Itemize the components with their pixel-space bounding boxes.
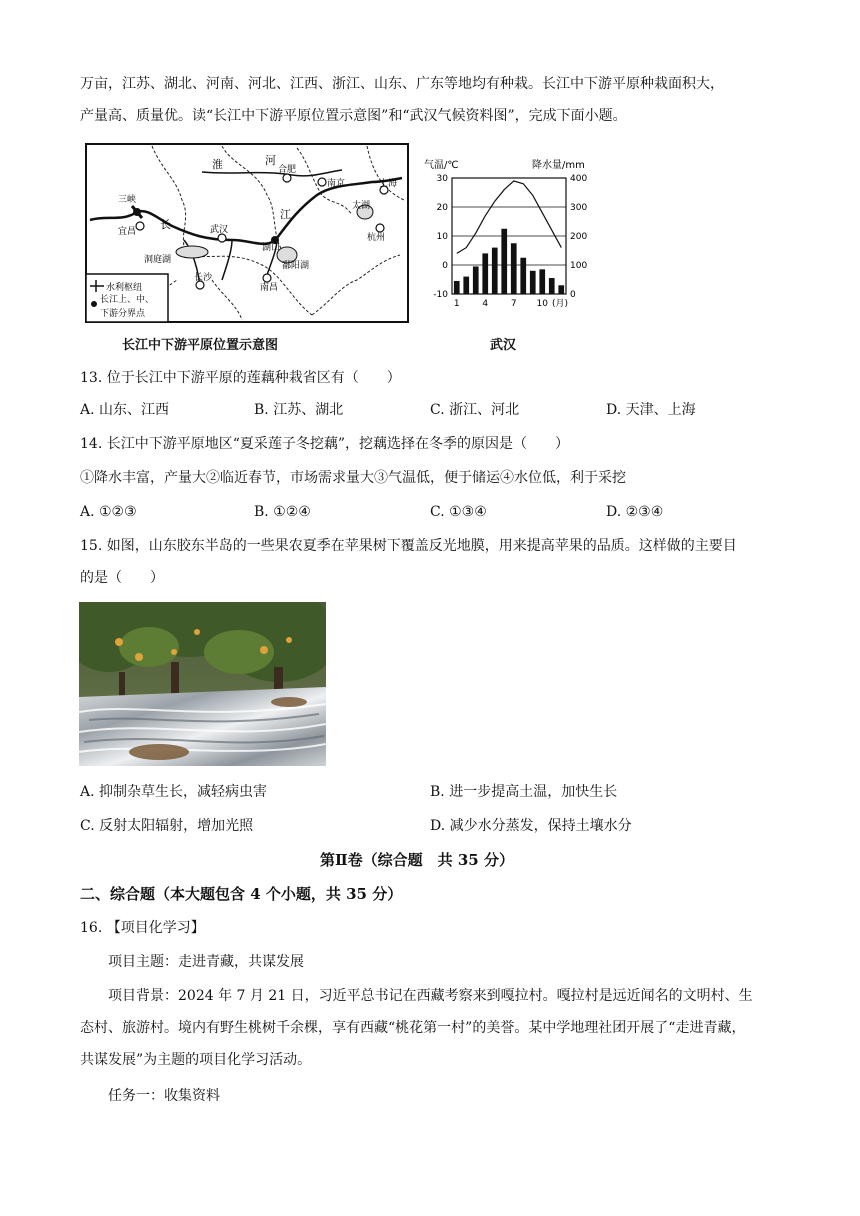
precip-bar xyxy=(473,266,479,294)
section-heading: 二、综合题（本大题包含 4 个小题，共 35 分） xyxy=(80,885,403,903)
map-label-hangzhou: 杭州 xyxy=(367,233,386,243)
map-label-hukou: 湖口 xyxy=(262,243,281,253)
yangtze-map xyxy=(82,140,412,326)
q16-task-1: 任务一：收集资料 xyxy=(108,1088,220,1104)
temp-tick-label: 30 xyxy=(436,174,448,184)
map-caption: 长江中下游平原位置示意图 xyxy=(122,338,279,353)
map-label-poyang: 鄱阳湖 xyxy=(282,261,310,271)
wuhan-climate-chart xyxy=(420,152,600,316)
precip-tick-label: 100 xyxy=(570,261,588,271)
precip-bar xyxy=(549,278,555,294)
map-label-he: 河 xyxy=(265,154,276,167)
climate-caption: 武汉 xyxy=(490,338,517,353)
precip-tick-label: 300 xyxy=(570,203,588,213)
month-tick-label: 10 xyxy=(536,299,548,309)
month-unit-label: (月) xyxy=(551,299,569,309)
precip-bar xyxy=(539,269,545,294)
q14-option-d[interactable]: D. ②③④ xyxy=(606,504,664,520)
q13-option-b[interactable]: B. 江苏、湖北 xyxy=(254,402,344,418)
map-label-changsha: 长沙 xyxy=(194,273,213,283)
map-label-nanchang: 南昌 xyxy=(260,283,279,293)
temp-axis-label: 气温/℃ xyxy=(424,160,459,171)
map-label-jiang: 江 xyxy=(280,208,291,221)
precip-tick-label: 200 xyxy=(570,232,588,242)
q16-background-1: 项目背景：2024 年 7 月 21 日，习近平总书记在西藏考察来到嘎拉村。嘎拉村是远近闻名的文明村、生 xyxy=(108,988,753,1004)
q13-stem: 13. 位于长江中下游平原的莲藕种栽省区有（ ） xyxy=(80,370,401,386)
map-label-taihu: 太湖 xyxy=(352,201,371,211)
q16-theme: 项目主题：走进青藏，共谋发展 xyxy=(108,954,304,970)
legend-boundary-1: 长江上、中、 xyxy=(100,295,155,305)
q15-option-b[interactable]: B. 进一步提高土温，加快生长 xyxy=(430,784,618,800)
intro-line-1: 万亩，江苏、湖北、河南、河北、江西、浙江、山东、广东等地均有种栽。长江中下游平原种栽面积大， xyxy=(80,76,724,92)
temperature-line xyxy=(457,181,562,254)
temp-tick-label: -10 xyxy=(433,290,448,300)
temp-tick-label: 10 xyxy=(436,232,448,242)
q16-number: 16. 【项目化学习】 xyxy=(80,920,205,936)
month-tick-label: 7 xyxy=(510,299,517,309)
q13-option-c[interactable]: C. 浙江、河北 xyxy=(430,402,520,418)
q15-option-c[interactable]: C. 反射太阳辐射，增加光照 xyxy=(80,818,254,834)
legend-dam: 水利枢纽 xyxy=(106,283,143,293)
intro-line-2: 产量高、质量优。读“长江中下游平原位置示意图”和“武汉气候资料图”，完成下面小题。 xyxy=(80,108,627,124)
precip-bar xyxy=(530,271,536,294)
legend-boundary-2: 下游分界点 xyxy=(100,309,146,319)
q14-stem: 14. 长江中下游平原地区“夏采莲子冬挖藕”，挖藕选择在冬季的原因是（ ） xyxy=(80,436,570,452)
map-label-chang: 长 xyxy=(160,218,171,231)
q13-option-d[interactable]: D. 天津、上海 xyxy=(606,402,696,418)
q15-option-a[interactable]: A. 抑制杂草生长，减轻病虫害 xyxy=(80,784,268,800)
precip-bar xyxy=(558,285,564,294)
orchard-reflective-film-photo xyxy=(79,602,326,766)
q15-option-d[interactable]: D. 减少水分蒸发，保持土壤水分 xyxy=(430,818,632,834)
q13-option-a[interactable]: A. 山东、江西 xyxy=(80,402,170,418)
q16-background-2: 态村、旅游村。境内有野生桃树千余棵，享有西藏“桃花第一村”的美誉。某中学地理社团开展了“走进青藏， xyxy=(80,1020,746,1036)
map-label-sanxia: 三峡 xyxy=(118,195,137,205)
q14-option-c[interactable]: C. ①③④ xyxy=(430,504,487,520)
map-label-dongting: 洞庭湖 xyxy=(144,255,172,265)
q14-items: ①降水丰富，产量大②临近春节，市场需求量大③气温低，便于储运④水位低，利于采挖 xyxy=(80,470,626,486)
q15-stem-1: 15. 如图，山东胶东半岛的一些果农夏季在苹果树下覆盖反光地膜，用来提高苹果的品质。这样做的主要目 xyxy=(80,538,737,554)
precip-tick-label: 400 xyxy=(570,174,588,184)
q15-stem-2: 的是（ ） xyxy=(80,570,164,586)
month-tick-label: 4 xyxy=(482,299,489,309)
precip-bar xyxy=(492,248,498,294)
precip-axis-label: 降水量/mm xyxy=(532,160,585,171)
precip-bar xyxy=(463,277,469,294)
precip-bar xyxy=(520,258,526,294)
temp-tick-label: 0 xyxy=(442,261,448,271)
precip-tick-label: 0 xyxy=(570,290,576,300)
temp-tick-label: 20 xyxy=(436,203,448,213)
map-label-huai: 淮 xyxy=(212,158,223,171)
part2-title: 第Ⅱ卷（综合题 共 35 分） xyxy=(320,851,514,869)
map-label-wuhan: 武汉 xyxy=(210,225,229,235)
q16-background-3: 共谋发展”为主题的项目化学习活动。 xyxy=(80,1052,312,1068)
precip-bar xyxy=(454,281,460,294)
map-label-hefei: 合肥 xyxy=(278,165,297,175)
map-label-yichang: 宜昌 xyxy=(118,227,137,237)
map-label-shanghai: 上海 xyxy=(379,179,398,189)
month-tick-label: 1 xyxy=(453,299,460,309)
precip-bar xyxy=(482,253,488,294)
q14-option-a[interactable]: A. ①②③ xyxy=(80,504,137,520)
map-label-nanjing: 南京 xyxy=(327,179,346,189)
precip-bar xyxy=(501,229,507,294)
q14-option-b[interactable]: B. ①②④ xyxy=(254,504,311,520)
precip-bar xyxy=(511,243,517,294)
